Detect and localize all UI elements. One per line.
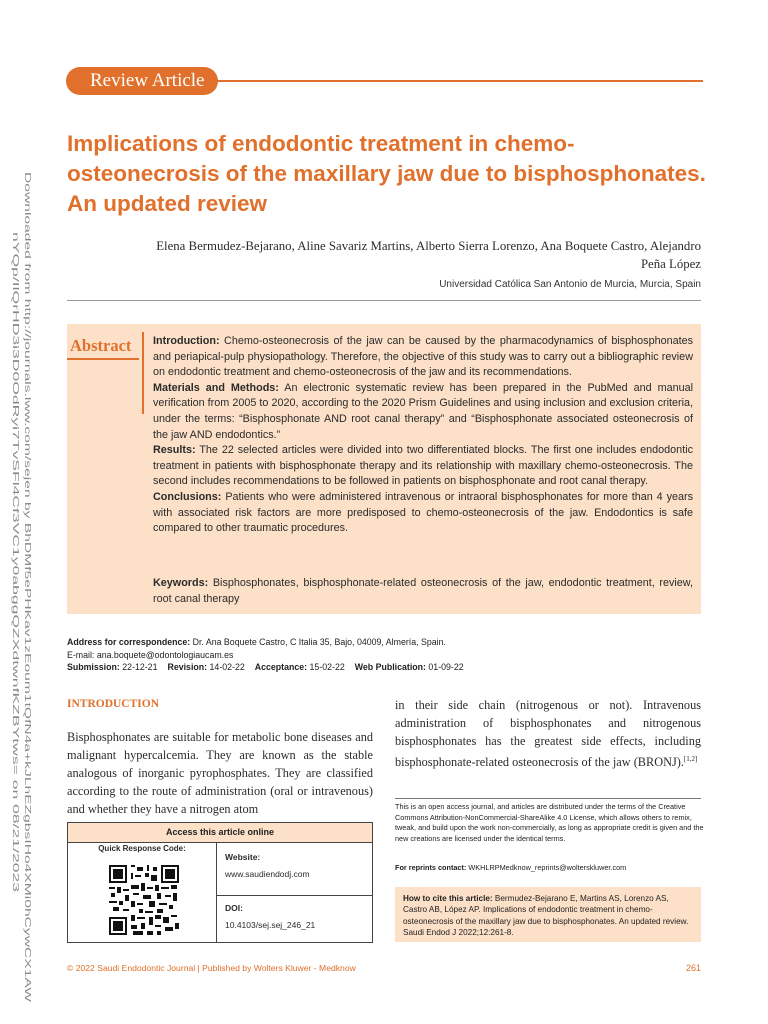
abstract-keywords [153, 576, 693, 607]
keywords-text: Bisphosphonates, bisphosphonate-related osteonecrosis of the jaw, endodontic treatment, review, root canal therapy [153, 577, 693, 605]
revision-date: 14-02-22 [209, 662, 245, 673]
conclusions-label: Conclusions: [153, 490, 222, 503]
intro-text: Chemo-osteonecrosis of the jaw can be caused by the pharmacodynamics of bisphosphonates and periapical-pulp physiopathology. Therefore, the objective of this study was to carry out a bibliographic review on endodontic treatment and chemo-osteonecrosis of the jaw and its recommendations. [153, 335, 694, 379]
correspondence-email[interactable]: E-mail: ana.boquete@odontologiaucam.es [67, 649, 234, 660]
results-text: The 22 selected articles were divided into two differentiated blocks. The first one includes endodontic treatment in patients with bisphosphonate therapy and its relationship with maxillary chemo-osteonecrosis. The second includes recommendations to be followed in patients on bisphosphonate and root canal therapy. [153, 444, 693, 488]
license-notice: This is an open access journal, and articles are distributed under the terms of the Creative Commons Attribution-NonCommercial-ShareAlike 4.0 License, which allows others to remix, tweak, and build upon the work non-commercially, as long as appropriate credit is given and the new creations are licensed under the identical terms. [395, 802, 704, 843]
header-rule [205, 80, 703, 82]
cite-label: How to cite this article: [403, 894, 493, 903]
side-note-line-1: Downloaded from http://journals.lww.com/sejen by BhDMf5ePHKav1zEoum1tQfN4a+kJLhEZgbsIHo4XMi0hCywCX1AW [23, 172, 33, 629]
doi-label: DOI: [225, 903, 243, 913]
abstract-results [153, 443, 693, 490]
divider [67, 300, 701, 301]
qr-label: Quick Response Code: [98, 844, 186, 853]
acceptance-label: Acceptance: [254, 662, 308, 673]
how-to-cite-box [395, 887, 701, 942]
reprints-email[interactable]: WKHLRPMedknow_reprints@wolterskluwer.com [468, 863, 627, 872]
download-side-note [2, 172, 50, 1008]
conclusions-text: Patients who were administered intravenous or intraoral bisphosphonates for more than 4 years with associated risk factors are more predisposed to chemo-osteonecrosis of the jaw. Endodontics is safe compared to other traumatic procedures. [153, 490, 694, 535]
web-publication-date: 01-09-22 [428, 662, 464, 673]
qr-code[interactable] [107, 863, 181, 942]
footer-copyright: © 2022 Saudi Endodontic Journal | Published by Wolters Kluwer - Medknow [67, 963, 356, 973]
affiliation: Universidad Católica San Antonio de Murcia, Murcia, Spain [439, 279, 701, 290]
citation-ref[interactable]: [1,2] [683, 755, 698, 763]
submission-date: 22-12-21 [122, 662, 158, 673]
abstract-introduction [153, 334, 693, 381]
website-link[interactable]: www.saudiendodj.com [225, 869, 310, 879]
abstract-body [153, 334, 693, 537]
publication-dates [67, 661, 707, 674]
article-type-tab: Review Article [66, 67, 218, 95]
abstract-box [67, 324, 701, 614]
abstract-vertical-rule [142, 332, 144, 414]
access-online-box [67, 822, 373, 943]
page-number: 261 [685, 963, 701, 973]
introduction-paragraph-col1: Bisphosphonates are suitable for metabolic bone diseases and malignant hypercalcemia. They are known as the stable analogous of inorganic pyrophosphates. They are classified according to the route of administration (oral or intravenous) and whether they have a nitrogen atom [67, 730, 373, 816]
col2-text: in their side chain (nitrogenous or not). Intravenous administration of bisphosphonates and nitrogenous bisphosphonates has the greatest side effects, including bisphosphonate-related osteonecrosis of the jaw (BRONJ). [395, 698, 701, 770]
introduction-paragraph-col2 [395, 696, 701, 771]
results-label: Results: [153, 444, 196, 457]
side-note-line-2: nYQp/IlQrHD3i3D0OdRyi7TvSFl4Cf3VC1y0abggQZXdtwnfKZBYtws= on 08/21/2023 [11, 232, 21, 556]
abstract-heading: Abstract [70, 336, 132, 355]
methods-text: An electronic systematic review has been prepared in the PubMed and manual verification from 2005 to 2020, according to the 2020 Prism Guidelines and using inclusion and exclusion criteria, under the terms: “Bisphosphonate AND root canal therapy” and “Bisphosphonate associated osteonecrosis of the jaw AND endodontics.” [153, 381, 694, 441]
address-label: Address for correspondence: [67, 637, 191, 647]
acceptance-date: 15-02-22 [309, 662, 345, 673]
methods-label: Materials and Methods: [153, 381, 279, 394]
intro-label: Introduction: [153, 335, 220, 347]
web-publication-label: Web Publication: [354, 662, 426, 673]
cite-text: Bermudez-Bejarano E, Martins AS, Lorenzo AS, Castro AB, López AP. Implications of endodontic treatment in chemo-osteonecrosis of the maxillary jaw due to bisphosphonates. An updated review. Saudi Endod J 2022;12:261-8. [403, 894, 689, 937]
access-box-heading: Access this article online [68, 823, 372, 843]
divider [395, 798, 701, 799]
abstract-conclusions [153, 490, 693, 537]
access-box-divider [216, 895, 372, 896]
article-title: Implications of endodontic treatment in chemo-osteonecrosis of the maxillary jaw due to bisphosphonates. An updated review [67, 131, 706, 216]
abstract-heading-rule [67, 358, 139, 360]
doi-link[interactable]: 10.4103/sej.sej_246_21 [225, 920, 316, 930]
address-text: Dr. Ana Boquete Castro, C Italia 35, Bajo, 04009, Almería, Spain. [192, 637, 446, 647]
reprints-label: For reprints contact: [395, 863, 467, 872]
access-box-divider [216, 842, 217, 942]
correspondence-block [67, 636, 707, 674]
abstract-methods [153, 381, 693, 443]
submission-label: Submission: [67, 662, 120, 673]
website-label: Website: [225, 852, 261, 862]
revision-label: Revision: [167, 662, 208, 673]
keywords-label: Keywords: [153, 577, 209, 589]
reprints-contact [395, 863, 705, 872]
introduction-heading: INTRODUCTION [67, 698, 160, 710]
author-list: Elena Bermudez-Bejarano, Aline Savariz Martins, Alberto Sierra Lorenzo, Ana Boquete Castro, Alejandro Peña López [156, 239, 701, 271]
